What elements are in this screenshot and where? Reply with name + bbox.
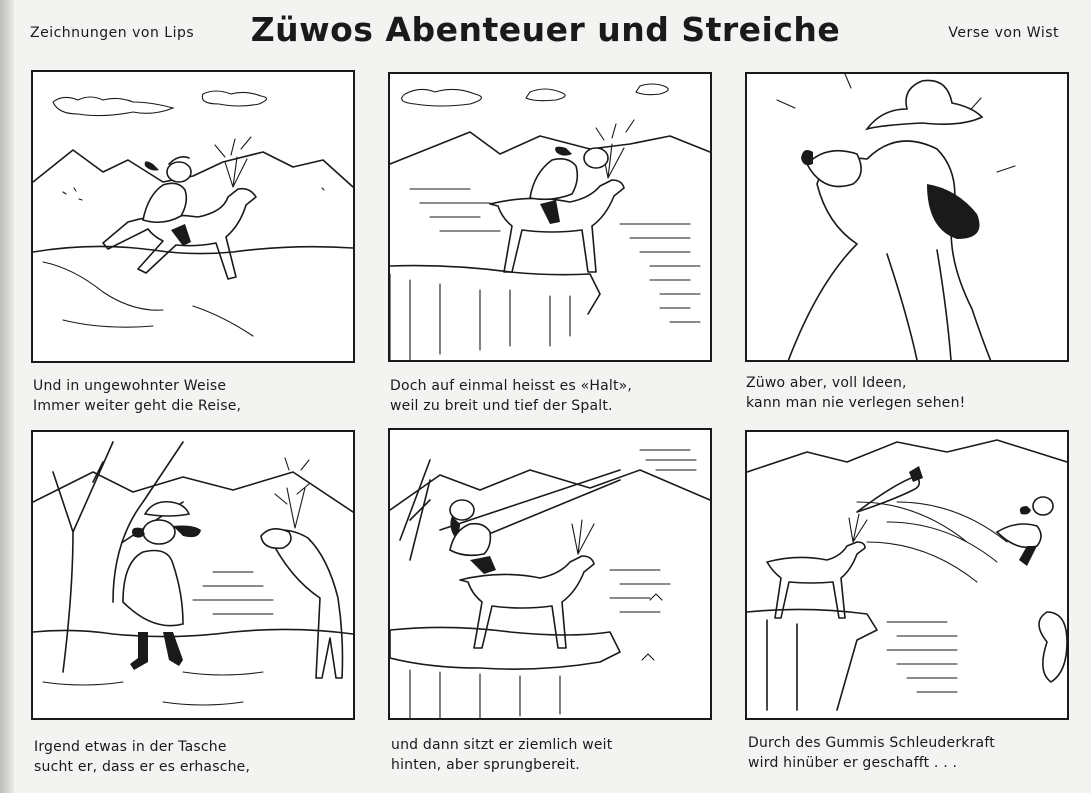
illustrator-credit: Zeichnungen von Lips xyxy=(30,25,195,41)
caption-3-line-1: Züwo aber, voll Ideen, xyxy=(746,375,907,391)
caption-6-line-2: wird hinüber er geschafft . . . xyxy=(748,755,958,771)
caption-6-line-1: Durch des Gummis Schleuderkraft xyxy=(748,735,995,751)
caption-4-line-2: sucht er, dass er es erhasche, xyxy=(34,759,251,775)
panel-2-illustration xyxy=(390,74,710,360)
caption-2-line-1: Doch auf einmal heisst es «Halt», xyxy=(390,378,633,394)
caption-4-line-1: Irgend etwas in der Tasche xyxy=(34,739,227,755)
panel-3-illustration xyxy=(747,74,1067,360)
comic-title: Züwos Abenteuer und Streiche xyxy=(250,10,841,49)
caption-3 xyxy=(746,373,1076,413)
caption-4 xyxy=(34,737,364,777)
caption-2 xyxy=(390,376,720,416)
caption-2-line-2: weil zu breit und tief der Spalt. xyxy=(390,398,613,414)
panel-6-illustration xyxy=(747,432,1067,718)
caption-5 xyxy=(391,735,721,775)
verse-credit: Verse von Wist xyxy=(948,25,1059,41)
panel-1-illustration xyxy=(33,72,353,361)
caption-6 xyxy=(748,733,1078,773)
panel-5-illustration xyxy=(390,430,710,718)
comic-panel-6 xyxy=(745,430,1069,720)
comic-panel-3 xyxy=(745,72,1069,362)
comic-panel-4 xyxy=(31,430,355,720)
caption-1-line-2: Immer weiter geht die Reise, xyxy=(33,398,242,414)
caption-5-line-1: und dann sitzt er ziemlich weit xyxy=(391,737,613,753)
caption-3-line-2: kann man nie verlegen sehen! xyxy=(746,395,966,411)
panel-4-illustration xyxy=(33,432,353,718)
caption-1 xyxy=(33,376,363,416)
page-edge-shadow xyxy=(0,0,14,793)
comic-panel-2 xyxy=(388,72,712,362)
caption-5-line-2: hinten, aber sprungbereit. xyxy=(391,757,580,773)
comic-panel-5 xyxy=(388,428,712,720)
comic-panel-1 xyxy=(31,70,355,363)
caption-1-line-1: Und in ungewohnter Weise xyxy=(33,378,227,394)
